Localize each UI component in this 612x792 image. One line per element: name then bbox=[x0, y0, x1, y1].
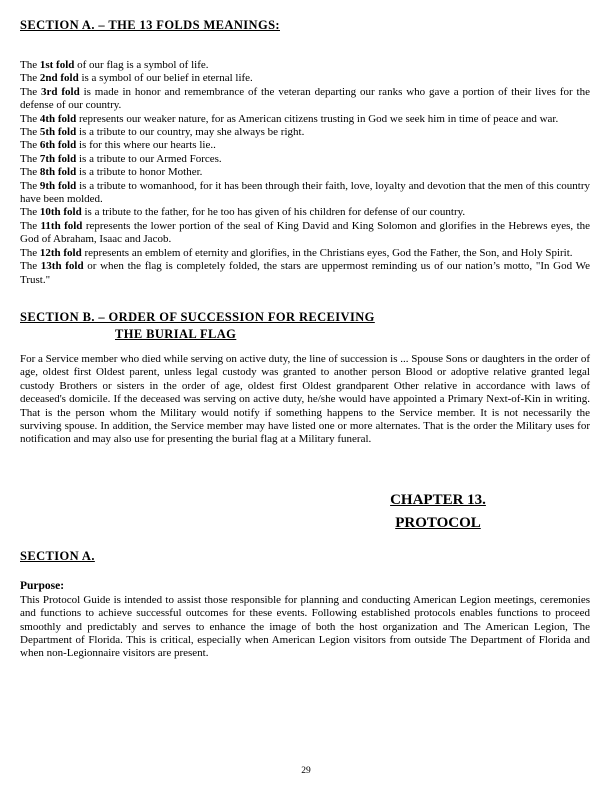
fold-item-3 bbox=[20, 86, 590, 113]
fold-number: 8th fold bbox=[39, 166, 77, 179]
fold-text: is a tribute to honor Mother. bbox=[76, 166, 203, 179]
fold-number: 7th fold bbox=[39, 152, 77, 165]
fold-number: 3rd fold bbox=[40, 85, 80, 98]
fold-lead: The bbox=[20, 126, 40, 139]
fold-number: 12th fold bbox=[39, 246, 82, 259]
fold-lead: The bbox=[20, 260, 41, 273]
fold-item-13 bbox=[20, 260, 590, 287]
fold-item-6 bbox=[20, 139, 590, 152]
fold-lead: The bbox=[20, 152, 40, 165]
fold-number: 5th fold bbox=[39, 126, 77, 139]
fold-item-8 bbox=[20, 166, 590, 179]
section-b-paragraph: For a Service member who died while serving on active duty, the line of succession is ... Spouse Sons or daughters in the order of age, oldest first Oldest parent, unless legal custody was granted to another person Blood or adoptive relative granted legal custody Brothers or sisters in the order of age, oldest first Oldest grandparent Other relative in accordance with laws of deceased's domicile. If the deceased was serving on active duty, he/she would have appointed a Primary Next-of-Kin in writing. That is the person whom the Military would notify if something happens to the Service member. It is not necessarily the surviving spouse. In addition, the Service member may have listed one or more alternates. That is the order the Military uses for notification and may also use for presenting the burial flag at a Military funeral. bbox=[20, 352, 590, 446]
fold-lead: The bbox=[20, 206, 40, 219]
fold-number: 2nd fold bbox=[39, 72, 79, 85]
fold-text: is a tribute to womanhood, for it has been through their faith, love, loyalty and devotion that the men of this country have been molded. bbox=[20, 179, 590, 206]
fold-item-11 bbox=[20, 220, 590, 247]
fold-lead: The bbox=[20, 112, 40, 125]
section-b-title bbox=[20, 309, 590, 343]
chapter-title: PROTOCOL bbox=[395, 514, 481, 531]
fold-text: is made in honor and remembrance of the veteran departing our ranks who gave a portion of their lives for the defense of our country. bbox=[20, 85, 590, 112]
chapter-number: CHAPTER 13. bbox=[390, 491, 486, 508]
fold-lead: The bbox=[20, 72, 40, 85]
fold-text: is for this where our hearts lie.. bbox=[76, 139, 216, 152]
fold-text: represents an emblem of eternity and glorifies, in the Christians eyes, God the Father, the Son, and Holy Spirit. bbox=[81, 246, 573, 259]
fold-text: of our flag is a symbol of life. bbox=[74, 59, 209, 71]
fold-item-9 bbox=[20, 180, 590, 207]
fold-lead: The bbox=[20, 85, 41, 98]
section-a-protocol-title: SECTION A. bbox=[20, 548, 95, 563]
page-number: 29 bbox=[301, 766, 311, 776]
fold-number: 1st fold bbox=[39, 59, 75, 71]
fold-number: 13th fold bbox=[40, 260, 84, 273]
fold-lead: The bbox=[20, 219, 41, 232]
fold-item-10 bbox=[20, 206, 590, 219]
fold-lead: The bbox=[20, 246, 40, 259]
fold-item-1 bbox=[20, 59, 590, 72]
purpose-label: Purpose: bbox=[20, 579, 65, 592]
fold-number: 10th fold bbox=[39, 206, 82, 219]
fold-text: is a tribute to the father, for he too has given of his children for defense of our country. bbox=[81, 206, 466, 219]
fold-text: represents the lower portion of the seal of King David and King Solomon and glorifies in the Hebrews eyes, the God of Abraham, Isaac and Jacob. bbox=[20, 219, 591, 246]
fold-text: represents our weaker nature, for as American citizens trusting in God we seek him in time of peace and war. bbox=[76, 112, 559, 125]
fold-text: is a tribute to our country, may she always be right. bbox=[76, 126, 305, 139]
fold-item-7 bbox=[20, 153, 590, 166]
fold-item-4 bbox=[20, 113, 590, 126]
fold-number: 11th fold bbox=[40, 219, 83, 232]
fold-number: 9th fold bbox=[39, 179, 77, 192]
fold-text: is a tribute to our Armed Forces. bbox=[76, 152, 222, 165]
section-a-folds-title: SECTION A. – THE 13 FOLDS MEANINGS: bbox=[20, 18, 280, 32]
folds-list bbox=[20, 59, 590, 287]
fold-lead: The bbox=[20, 179, 40, 192]
section-b-title-line2: THE BURIAL FLAG bbox=[115, 326, 237, 341]
fold-number: 4th fold bbox=[39, 112, 77, 125]
chapter-heading bbox=[338, 489, 538, 535]
fold-lead: The bbox=[20, 59, 40, 71]
fold-item-2 bbox=[20, 72, 590, 85]
fold-text: is a symbol of our belief in eternal life. bbox=[78, 72, 253, 85]
fold-number: 6th fold bbox=[39, 139, 77, 152]
fold-item-5 bbox=[20, 126, 590, 139]
section-b-title-line1: SECTION B. – ORDER OF SUCCESSION FOR RECEIVING bbox=[20, 309, 375, 324]
purpose-paragraph: This Protocol Guide is intended to assist those responsible for planning and conducting American Legion meetings, ceremonies and functions to achieve successful outcomes for these events. Following established protocols enables functions to proceed smoothly and predictably and serves to enhance the image of both the host organization and The American Legion, The Department of Florida. This is critical, especially when American Legion visitors from outside The Department of Florida and when non-Legionnaire visitors are present. bbox=[20, 593, 590, 660]
fold-item-12 bbox=[20, 247, 590, 260]
fold-text: or when the flag is completely folded, the stars are uppermost reminding us of our nation’s motto, "In God We Trust." bbox=[20, 260, 590, 286]
fold-lead: The bbox=[20, 166, 40, 179]
fold-lead: The bbox=[20, 139, 40, 152]
